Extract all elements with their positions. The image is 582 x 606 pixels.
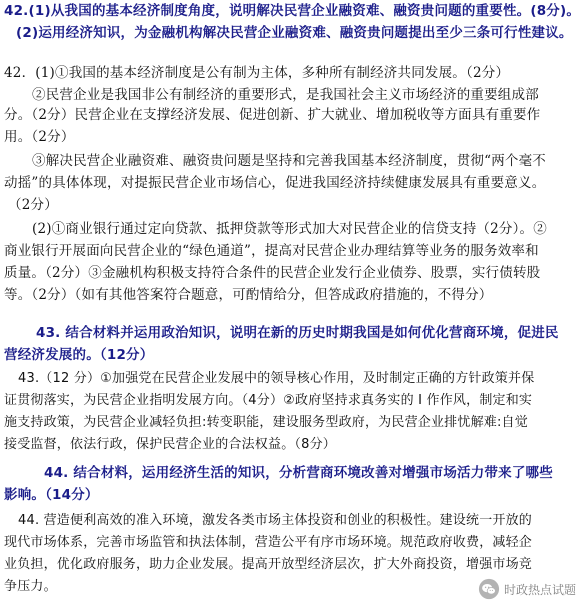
answer-line: 接受监督，依法行政，保护民营企业的合法权益。（8分）	[4, 437, 336, 452]
answer-line: 动摇”的具体体现，对提振民营企业市场信心，促进我国经济持续健康发展具有重要意义。	[4, 175, 546, 191]
answer-line: 44. 营造便利高效的准入环境，激发各类市场主体投资和创业的积极性。建设统一开放的	[18, 513, 533, 528]
answer-line: (2)①商业银行通过定向贷款、抵押贷款等形式加大对民营企业的信贷支持（2分）。②	[32, 221, 547, 237]
answer-line: 质量。（2分）③金融机构积极支持符合条件的民营企业发行企业债券、股票，实行债转股	[4, 265, 541, 281]
answer-line: ③解决民营企业融资难、融资贵问题是坚持和完善我国基本经济制度，贯彻“两个毫不	[32, 153, 547, 169]
answer-line: 42．(1)①我国的基本经济制度是公有制为主体，多种所有制经济共同发展。（2分）	[4, 65, 510, 81]
question-line: 42.(1)从我国的基本经济制度角度，说明解决民营企业融资难、融资贵问题的重要性。(8分)。	[4, 3, 581, 19]
answer-line: 现代市场体系，完善市场监管和执法体制，营造公平有序市场环境。规范政府收费，减轻企	[4, 535, 533, 550]
answer-line: ②民营企业是我国非公有制经济的重要形式，是我国社会主义市场经济的重要组成部	[32, 87, 539, 103]
question-line: 43. 结合材料并运用政治知识，说明在新的历史时期我国是如何优化营商环境，促进民	[36, 325, 559, 341]
answer-line: 商业银行开展面向民营企业的“绿色通道”，提高对民营企业办理结算等业务的服务效率和	[4, 243, 539, 259]
question-line: 营经济发展的。（12分）	[4, 347, 154, 363]
answer-line: 争压力。	[4, 579, 57, 594]
answer-line: 用。（2分）	[4, 129, 75, 145]
answer-line: 业负担，优化政府服务，助力企业发展。提高开放型经济层次，扩大外商投资，增强市场竞	[4, 557, 533, 572]
answer-line: 证贯彻落实，为民营企业指明发展方向。（4分）②政府坚持求真务实的 I 作作风，制定和实	[4, 393, 533, 408]
question-line: 44. 结合材料，运用经济生活的知识，分析营商环境改善对增强市场活力带来了哪些	[44, 465, 553, 481]
answer-line: 施支持政策，为民营企业减轻负担:转变职能，建设服务型政府，为民营企业排忧解难:自觉	[4, 415, 528, 430]
question-line: (2)运用经济知识，为金融机构解决民营企业融资难、融资贵问题提出至少三条可行性建议。	[16, 25, 573, 41]
answer-line: 43.（12 分）①加强党在民营企业发展中的领导核心作用，及时制定正确的方针政策并保	[18, 371, 535, 386]
answer-line: （2分）	[8, 197, 58, 213]
watermark	[478, 578, 576, 600]
answer-line: 等。（2分）（如有其他答案符合题意，可酌情给分，但答成政府措施的，不得分）	[4, 287, 493, 303]
answer-line: 分。（2分）民营企业在支撑经济发展、促进创新、扩大就业、增加税收等方面具有重要作	[4, 107, 541, 123]
question-line: 影响。（14分）	[4, 487, 99, 503]
watermark-text: 时政热点试题	[503, 582, 576, 597]
wechat-logo-icon	[478, 578, 500, 600]
